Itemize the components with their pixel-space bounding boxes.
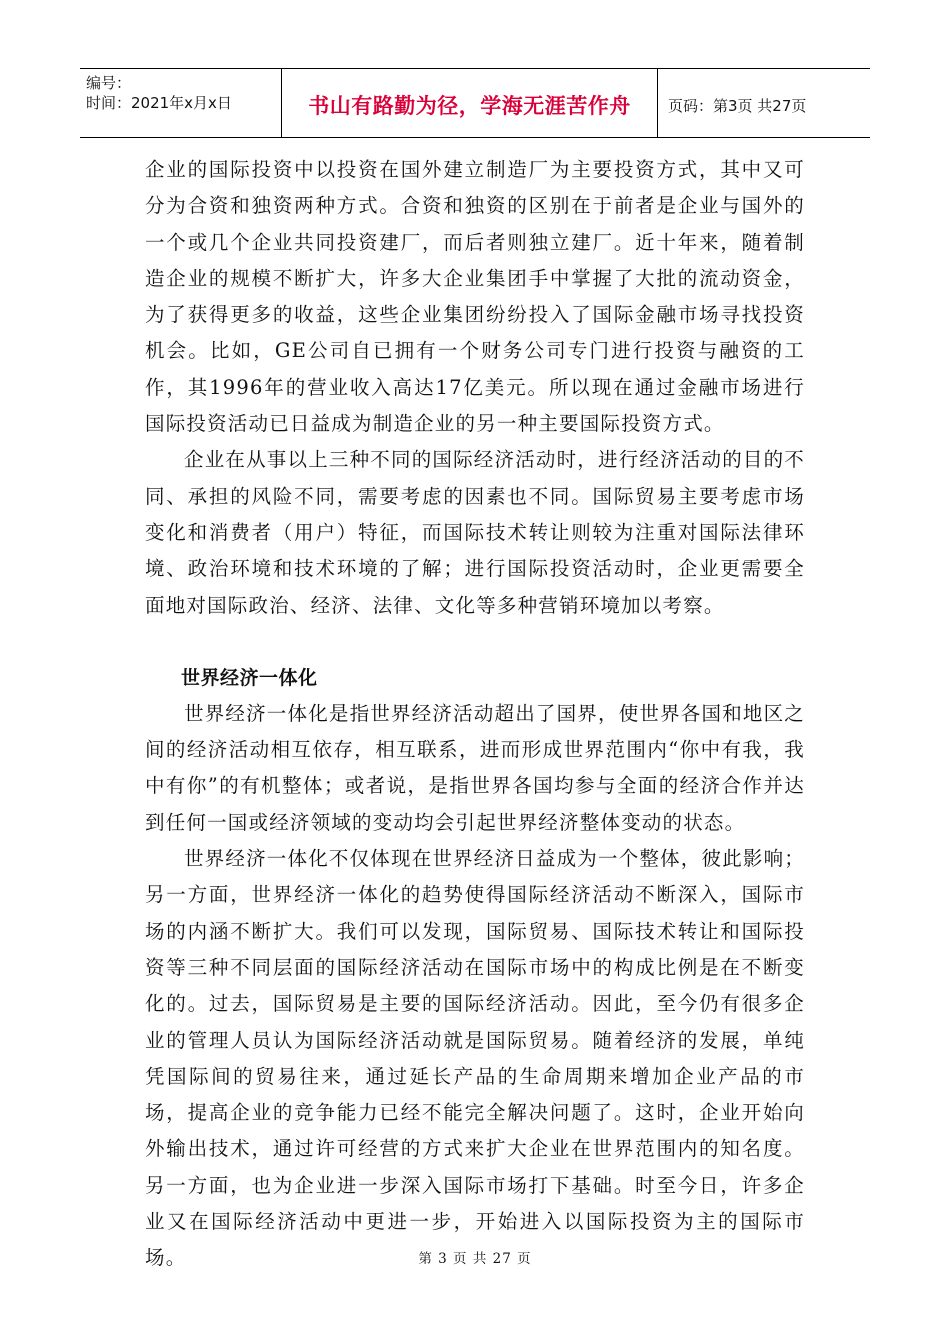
header-page-cell <box>658 69 870 137</box>
header-meta-cell <box>80 69 282 137</box>
page-header <box>80 68 870 138</box>
section-heading: 世界经济一体化 <box>181 666 318 689</box>
page-footer: 第 3 页 共 27 页 <box>418 1251 532 1267</box>
paragraph-investment-methods: 企业的国际投资中以投资在国外建立制造厂为主要投资方式，其中又可分为合资和独资两种方式。合资和独资的区别在于前者是企业与国外的一个或几个企业共同投资建厂，而后者则独立建厂。近十年来，随着制造企业的规模不断扩大，许多大企业集团手中掌握了大批的流动资金，为了获得更多的收益，这些企业集团纷纷投入了国际金融市场寻找投资机会。比如，GE公司自已拥有一个财务公司专门进行投资与融资的工作，其1996年的营业收入高达17亿美元。所以现在通过金融市场进行国际投资活动已日益成为制造企业的另一种主要国际投资方式。 <box>145 158 805 436</box>
header-motto-cell <box>282 69 658 137</box>
header-page-label: 页码：第3页 共27页 <box>668 96 807 115</box>
header-motto: 书山有路勤为径，学海无涯苦作舟 <box>308 94 631 118</box>
paragraph-integration-trend: 世界经济一体化不仅体现在世界经济日益成为一个整体，彼此影响；另一方面，世界经济一体化的趋势使得国际经济活动不断深入，国际市场的内涵不断扩大。我们可以发现，国际贸易、国际技术转让和国际投资等三种不同层面的国际经济活动在国际市场中的构成比例是在不断变化的。过去，国际贸易是主要的国际经济活动。因此，至今仍有很多企业的管理人员认为国际经济活动就是国际贸易。随着经济的发展，单纯凭国际间的贸易往来，通过延长产品的生命周期来增加企业产品的市场，提高企业的竞争能力已经不能完全解决问题了。这时，企业开始向外输出技术，通过许可经营的方式来扩大企业在世界范围内的知名度。另一方面，也为企业进一步深入国际市场打下基础。时至今日，许多企业又在国际经济活动中更进一步，开始进入以国际投资为主的国际市场。 <box>145 847 806 1270</box>
serial-number-label: 编号： <box>86 74 132 92</box>
paragraph-integration-definition: 世界经济一体化是指世界经济活动超出了国界，使世界各国和地区之间的经济活动相互依存，相互联系，进而形成世界范围内“你中有我，我中有你”的有机整体；或者说，是指世界各国均参与全面的经济合作并达到任何一国或经济领域的变动均会引起世界经济整体变动的状态。 <box>145 701 806 834</box>
body-content <box>145 152 805 1277</box>
date-label: 时间：2021年x月x日 <box>86 94 232 112</box>
spacer <box>145 624 805 660</box>
paragraph-activity-differences: 企业在从事以上三种不同的国际经济活动时，进行经济活动的目的不同、承担的风险不同，需要考虑的因素也不同。国际贸易主要考虑市场变化和消费者（用户）特征，而国际技术转让则较为注重对国际法律环境、政治环境和技术环境的了解；进行国际投资活动时，企业更需要全面地对国际政治、经济、法律、文化等多种营销环境加以考察。 <box>145 448 806 617</box>
